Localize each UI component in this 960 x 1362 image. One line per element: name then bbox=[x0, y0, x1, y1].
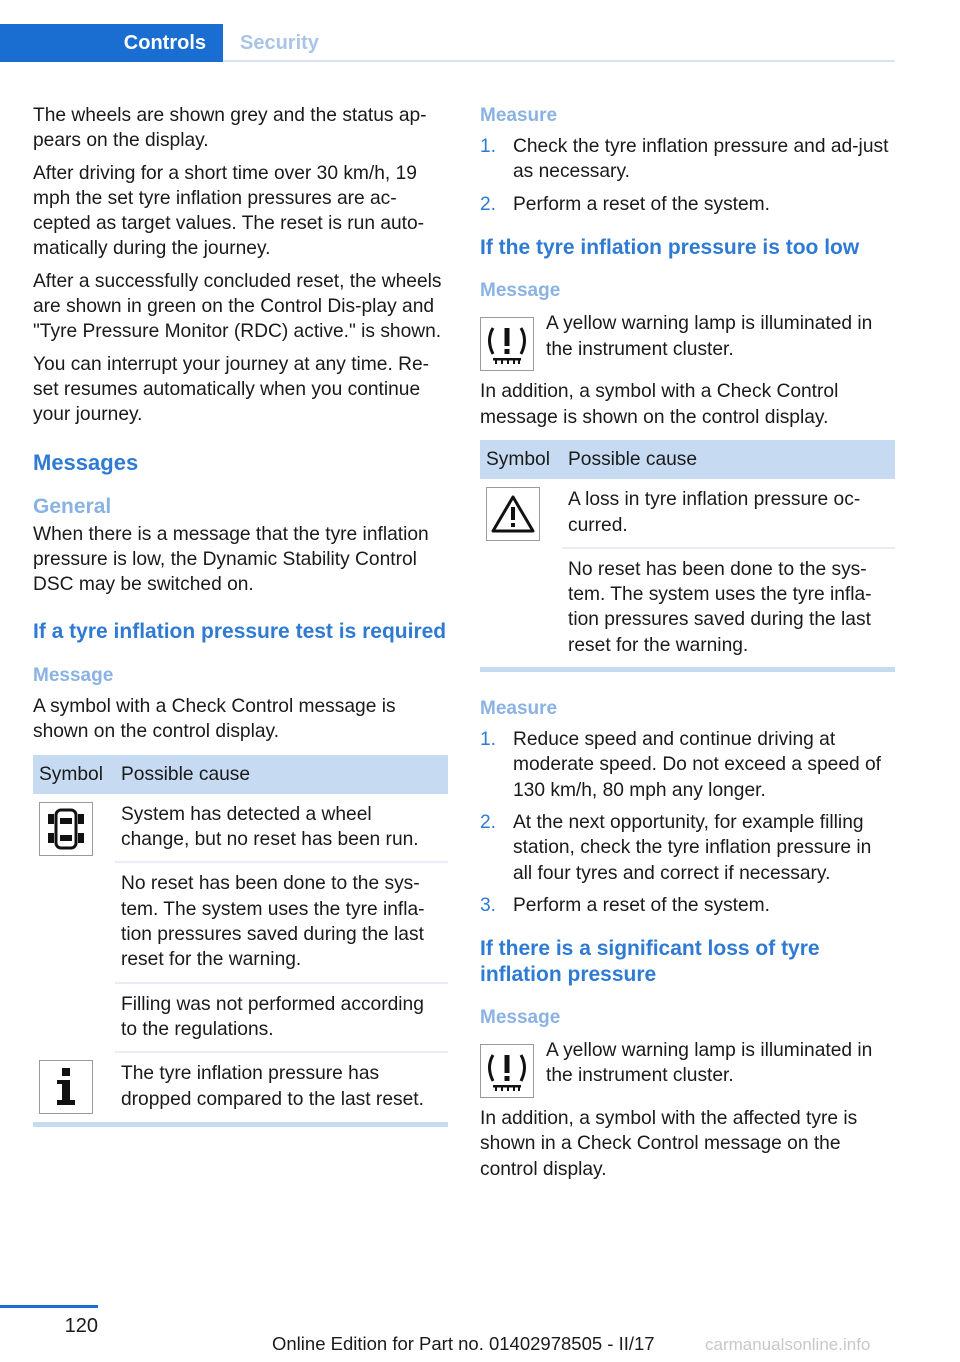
list-text: Check the tyre inflation pressure and ad‐just as necessary. bbox=[513, 136, 889, 183]
symbol-cell bbox=[480, 479, 562, 667]
paragraph: In addition, a symbol with a Check Control message is shown on the control display. bbox=[480, 381, 839, 428]
cause-cell: Filling was not performed according to the regulations. bbox=[115, 983, 448, 1053]
right-column bbox=[480, 103, 895, 1189]
measure-list bbox=[480, 727, 895, 918]
warning-lamp-row bbox=[480, 311, 895, 371]
table-row bbox=[33, 794, 448, 863]
list-number: 3. bbox=[480, 894, 497, 916]
symbol-cause-table bbox=[33, 755, 448, 1123]
list-number: 2. bbox=[480, 811, 497, 833]
paragraph: After driving for a short time over 30 km/h, 19 mph the set tyre inflation pressures are ac‐cepted as target values. The reset is run auto‐matically during the journey. bbox=[33, 162, 425, 260]
tab-security[interactable]: Security bbox=[240, 31, 319, 54]
heading-message: Message bbox=[480, 280, 561, 302]
measure-list bbox=[480, 134, 895, 217]
list-item bbox=[480, 727, 895, 803]
cause-cell: No reset has been done to the sys‐tem. The system uses the tyre infla‐tion pressures saved during the last reset for the warning. bbox=[568, 558, 872, 656]
heading-messages: Messages bbox=[33, 449, 139, 475]
paragraph: The wheels are shown grey and the status ap‐pears on the display. bbox=[33, 105, 427, 152]
list-text: Perform a reset of the system. bbox=[513, 894, 770, 916]
table-row bbox=[480, 479, 895, 548]
symbol-cell bbox=[33, 794, 115, 1052]
cause-cell: No reset has been done to the sys‐tem. The system uses the tyre infla‐tion pressures saved during the last reset for the warning. bbox=[115, 862, 448, 982]
warning-triangle-icon bbox=[486, 487, 540, 541]
cause-cell: System has detected a wheel change, but no reset has been run. bbox=[115, 794, 448, 863]
paragraph: When there is a message that the tyre inflation pressure is low, the Dynamic Stability Control DSC may be switched on. bbox=[33, 523, 429, 596]
list-item bbox=[480, 810, 895, 886]
wheel-change-icon bbox=[39, 802, 93, 856]
footer-rule bbox=[0, 1305, 98, 1308]
list-text: Perform a reset of the system. bbox=[513, 193, 770, 215]
symbol-cell bbox=[33, 1052, 115, 1122]
tyre-warning-lamp-icon bbox=[480, 1044, 534, 1098]
list-item bbox=[480, 134, 895, 185]
heading-pressure-test: If a tyre inflation pressure test is required bbox=[33, 620, 447, 644]
table-row bbox=[33, 1052, 448, 1122]
warning-lamp-row bbox=[480, 1038, 895, 1098]
tyre-warning-lamp-icon bbox=[480, 317, 534, 371]
heading-general: General bbox=[33, 494, 112, 518]
cause-cell: The tyre inflation pressure has dropped compared to the last reset. bbox=[121, 1063, 424, 1110]
lamp-description: A yellow warning lamp is illuminated in the instrument cluster. bbox=[546, 313, 873, 360]
paragraph: A symbol with a Check Control message is shown on the control display. bbox=[33, 695, 396, 743]
cause-cell: A loss in tyre inflation pressure oc‐curred. bbox=[562, 479, 895, 548]
paragraph: You can interrupt your journey at any time. Re‐set resumes automatically when you continue your journey. bbox=[33, 353, 430, 426]
heading-significant-loss: If there is a significant loss of tyre inflation pressure bbox=[480, 937, 820, 986]
list-text: At the next opportunity, for example filling station, check the tyre inflation pressure in all four tyres and correct if necessary. bbox=[513, 811, 872, 884]
heading-measure: Measure bbox=[480, 698, 558, 720]
watermark: carmanualsonline.info bbox=[705, 1335, 871, 1354]
list-item bbox=[480, 893, 895, 918]
column-header-cause: Possible cause bbox=[562, 440, 895, 479]
column-header-symbol: Symbol bbox=[33, 755, 115, 794]
table-header-row bbox=[33, 755, 448, 794]
column-header-symbol: Symbol bbox=[480, 440, 562, 479]
heading-pressure-low: If the tyre inflation pressure is too low bbox=[480, 235, 860, 259]
list-item bbox=[480, 192, 895, 217]
heading-message: Message bbox=[33, 664, 114, 686]
list-text: Reduce speed and continue driving at moderate speed. Do not exceed a speed of 130 km/h, 80 mph any longer. bbox=[513, 729, 882, 801]
table-header-row bbox=[480, 440, 895, 479]
paragraph: In addition, a symbol with the affected tyre is shown in a Check Control message on the control display. bbox=[480, 1108, 858, 1180]
info-icon bbox=[39, 1060, 93, 1114]
page-number: 120 bbox=[64, 1315, 98, 1337]
left-column bbox=[33, 103, 448, 1127]
list-number: 1. bbox=[480, 136, 497, 157]
lamp-description: A yellow warning lamp is illuminated in the instrument cluster. bbox=[546, 1040, 873, 1087]
symbol-cause-table bbox=[480, 440, 895, 667]
chapter-tabs bbox=[0, 24, 895, 62]
column-header-cause: Possible cause bbox=[115, 755, 448, 794]
edition-note: Online Edition for Part no. 01402978505 - II/17 bbox=[272, 1333, 655, 1354]
list-number: 1. bbox=[480, 729, 497, 751]
heading-measure: Measure bbox=[480, 105, 558, 126]
list-number: 2. bbox=[480, 193, 497, 215]
table-end-rule bbox=[33, 1122, 448, 1127]
table-end-rule bbox=[480, 667, 895, 672]
tab-controls[interactable]: Controls bbox=[0, 24, 223, 62]
heading-message: Message bbox=[480, 1007, 561, 1029]
paragraph: After a successfully concluded reset, the wheels are shown in green on the Control Dis‐play and "Tyre Pressure Monitor (RDC) active." is shown. bbox=[33, 270, 442, 343]
